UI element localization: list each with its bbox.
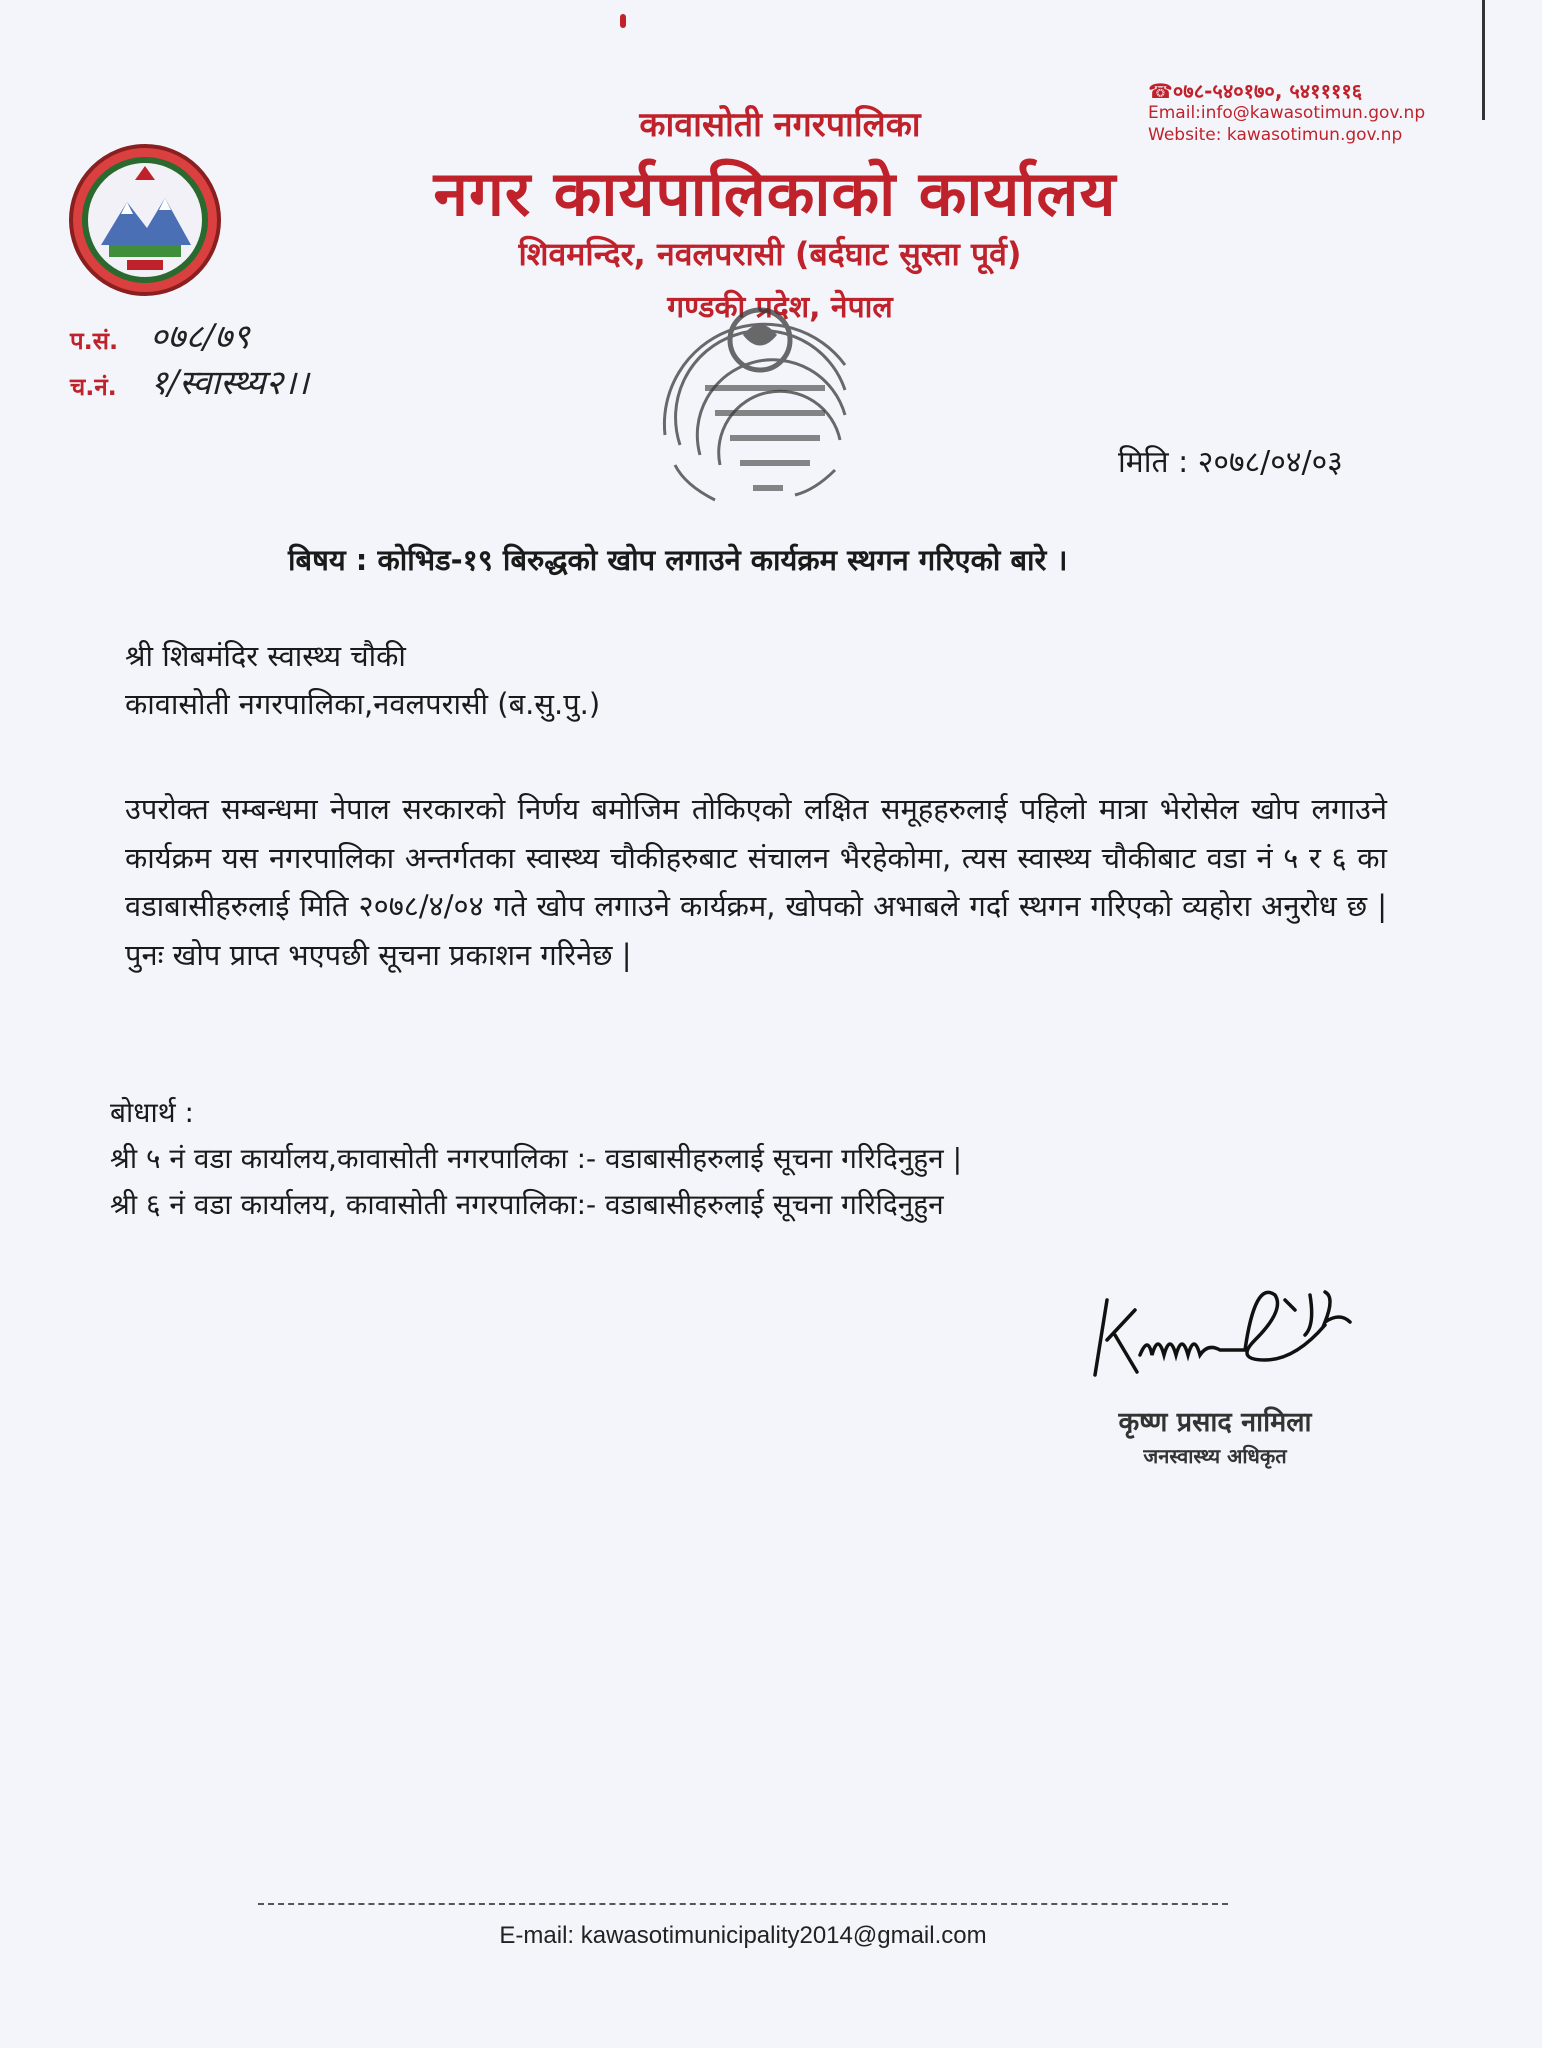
addressee-line-1: श्री शिबमंदिर स्वास्थ्य चौकी xyxy=(125,639,406,673)
address-line-1: शिवमन्दिर, नवलपरासी (बर्दघाट सुस्ता पूर्व) xyxy=(518,235,1022,273)
address-line-2: गण्डकी प्रदेश, नेपाल xyxy=(667,290,893,325)
cc-item: श्री ६ नं वडा कार्यालय, कावासोती नगरपालिका:- वडाबासीहरुलाई सूचना गरिदिनुहुन xyxy=(110,1188,944,1221)
cn-handwritten-value: १/स्वास्थ्य२।। xyxy=(150,363,309,403)
reference-labels xyxy=(70,318,118,410)
contact-block xyxy=(1148,80,1468,146)
footer-email[interactable]: E-mail: kawasotimunicipality2014@gmail.com xyxy=(499,1922,987,1949)
ps-handwritten-value: ०७८/७९ xyxy=(150,317,250,357)
cc-block xyxy=(110,1090,962,1228)
letter-date: मिति : २०७८/०४/०३ xyxy=(1118,445,1343,480)
addressee-block xyxy=(125,632,600,728)
handwritten-signature xyxy=(1085,1280,1385,1390)
signatory-title: जनस्वास्थ्य अधिकृत xyxy=(1143,1444,1287,1468)
cc-item: श्री ५ नं वडा कार्यालय,कावासोती नगरपालिका :- वडाबासीहरुलाई सूचना गरिदिनुहुन | xyxy=(110,1142,963,1175)
cc-heading: बोधार्थ : xyxy=(110,1096,194,1129)
municipality-name: कावासोती नगरपालिका xyxy=(639,105,921,145)
scan-edge-line xyxy=(1482,0,1485,120)
letter-body: उपरोक्त सम्बन्धमा नेपाल सरकारको निर्णय बमोजिम तोकिएको लक्षित समूहहरुलाई पहिलो मात्रा भेरोसेल खोप लगाउने कार्यक्रम यस नगरपालिका अन्तर्गतका स्वास्थ्य चौकीहरुबाट संचालन भैरहेकोमा, त्यस स्वास्थ्य चौकीबाट वडा नं ५ र ६ का वडाबासीहरुलाई मिति २०७८/४/०४ गते खोप लगाउने कार्यक्रम, खोपको अभाबले गर्दा स्थगन गरिएको व्यहोरा अनुरोध छ | पुनः खोप प्राप्त भएपछी सूचना प्रकाशन गरिनेछ | xyxy=(125,792,1387,972)
phone-number: ☎०७८-५४०१७०, ५४११११६ xyxy=(1148,79,1363,103)
office-title: नगर कार्यपालिकाको कार्यालय xyxy=(433,157,1117,230)
ps-label: प.सं. xyxy=(70,327,119,355)
website-link[interactable]: Website: kawasotimun.gov.np xyxy=(1148,125,1403,145)
letter-subject: बिषय : कोभिड-१९ बिरुद्धको खोप लगाउने कार्यक्रम स्थगन गरिएको बारे । xyxy=(288,543,1068,577)
addressee-line-2: कावासोती नगरपालिका,नवलपरासी (ब.सु.पु.) xyxy=(125,687,601,721)
email-link[interactable]: Email:info@kawasotimun.gov.np xyxy=(1148,103,1426,123)
office-stamp xyxy=(645,295,885,525)
ink-dot xyxy=(620,14,626,28)
footer-divider xyxy=(258,1903,1228,1905)
signatory-name: कृष्ण प्रसाद नामिला xyxy=(1118,1407,1312,1438)
cn-label: च.नं. xyxy=(70,373,117,401)
nepal-government-emblem-icon xyxy=(65,140,225,300)
